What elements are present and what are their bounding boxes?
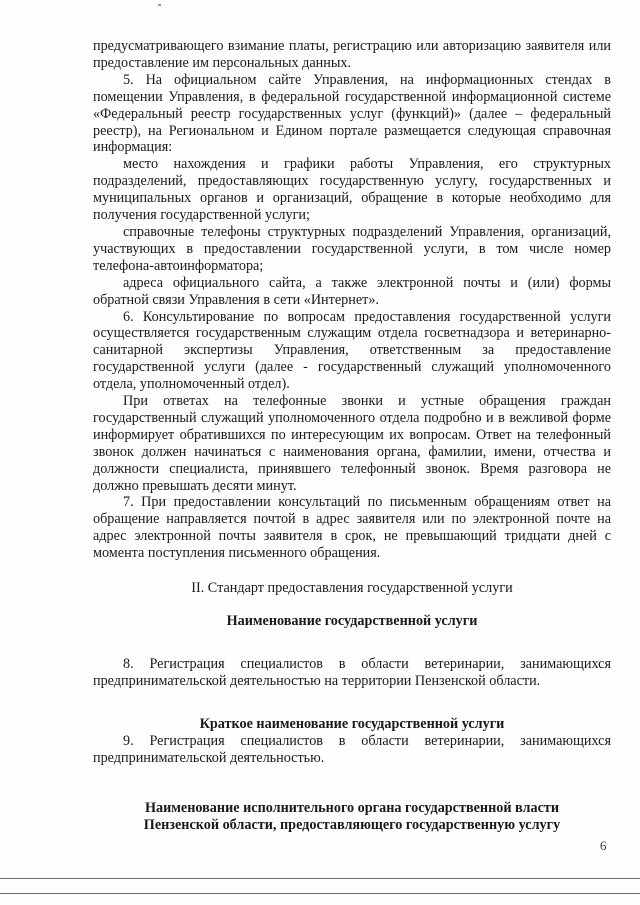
heading-authority-line-1: Наименование исполнительного органа государственной власти [144,800,560,817]
paragraph-location-info: место нахождения и графики работы Управления, его структурных подразделений, предоставляющих государственную услугу, государственных и муниципальных органов и организаций, обращение в которые необходимо для получения государственной услуги; [93,156,611,224]
paragraph-8: 8. Регистрация специалистов в области ветеринарии, занимающихся предпринимательской деятельностью на территории Пензенской области. [93,655,611,689]
document-body [93,38,611,834]
paragraph-5: 5. На официальном сайте Управления, на информационных стендах в помещении Управления, в федеральной государственной информационной системе «Федеральный реестр государственных услуг (функций)» (далее – федеральный реестр), на Региональном и Едином портале размещается следующая справочная информация: [93,71,611,156]
heading-service-name: Наименование государственной услуги [226,613,478,629]
paragraph-phone-answers: При ответах на телефонные звонки и устные обращения граждан государственный служащий уполномоченного отдела подробно и в вежливой форме информирует обратившихся по интересующим их вопросам. Ответ на телефонный звонок должен начинаться с наименования органа, фамилии, имени, отчества и должности специалиста, принявшего телефонный звонок. Время разговора не должно превышать десяти минут. [93,393,611,494]
paragraph-website-info: адреса официального сайта, а также электронной почты и (или) формы обратной связи Управления в сети «Интернет». [93,274,611,308]
section-title: II. Стандарт предоставления государственной услуги [191,580,513,597]
scan-edge-line [0,893,640,894]
paragraph-6: 6. Консультирование по вопросам предоставления государственной услуги осуществляется государственным служащим отдела госветнадзора и ветеринарно-санитарной экспертизы Управления, ответственным за предоставление государственной услуги (далее - государственный служащий уполномоченного отдела, уполномоченный отдел). [93,308,611,393]
paragraph-continuation: предусматривающего взимание платы, регистрацию или авторизацию заявителя или предоставление им персональных данных. [93,38,611,71]
scan-edge-line [0,878,640,879]
scan-mark [158,4,161,6]
heading-short-name: Краткое наименование государственной услуги [199,715,505,732]
page-number: 6 [600,838,607,853]
paragraph-9: 9. Регистрация специалистов в области ветеринарии, занимающихся предпринимательской деятельностью. [93,732,611,766]
paragraph-phones-info: справочные телефоны структурных подразделений Управления, организаций, участвующих в предоставлении государственной услуги, в том числе номер телефона-автоинформатора; [93,223,611,274]
paragraph-7: 7. При предоставлении консультаций по письменным обращениям ответ на обращение направляется почтой в адрес заявителя или по электронной почте на адрес электронной почты заявителя в срок, не превышающий тридцати дней с момента поступления письменного обращения. [93,494,611,562]
heading-authority-line-2: Пензенской области, предоставляющего государственную услугу [143,817,561,834]
